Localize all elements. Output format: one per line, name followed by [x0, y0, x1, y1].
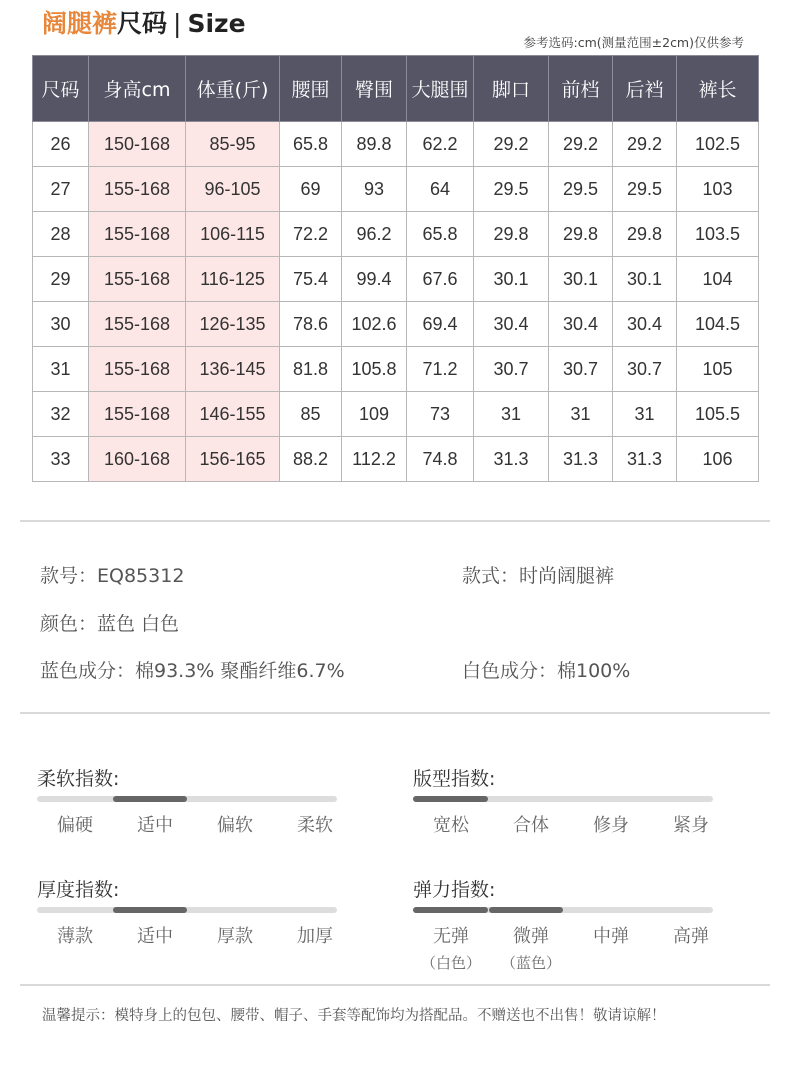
- table-cell: 155-168: [89, 347, 186, 392]
- fit-index-track: [413, 796, 713, 802]
- table-cell: 65.8: [280, 122, 342, 167]
- table-cell: 67.6: [407, 257, 474, 302]
- fit-index-label: 合体: [513, 815, 549, 836]
- softness-index-label: 柔软: [297, 815, 333, 836]
- elasticity-index-label: 微弹: [513, 926, 549, 947]
- table-cell: 103.5: [677, 212, 759, 257]
- title-main: 尺码: [117, 9, 168, 38]
- table-cell: 30.1: [613, 257, 677, 302]
- table-cell: 104.5: [677, 302, 759, 347]
- table-cell: 32: [33, 392, 89, 437]
- table-cell: 102.6: [342, 302, 407, 347]
- fit-index-level-indicator: [413, 796, 488, 802]
- table-cell: 71.2: [407, 347, 474, 392]
- thickness-index-track: [37, 907, 337, 913]
- elasticity-index-label: 中弹: [593, 926, 629, 947]
- style-type: 款式：时尚阔腿裤: [462, 565, 615, 587]
- elasticity-index-title: 弹力指数:: [413, 879, 496, 901]
- section-divider: [20, 984, 770, 986]
- table-header-row: [33, 56, 759, 122]
- table-row: [33, 302, 759, 347]
- elasticity-index-sublabel: （蓝色）: [500, 954, 561, 972]
- table-cell: 155-168: [89, 167, 186, 212]
- table-cell: 96-105: [186, 167, 280, 212]
- table-cell: 29.2: [474, 122, 549, 167]
- section-divider: [20, 520, 770, 522]
- thickness-index-level-indicator: [113, 907, 187, 913]
- thickness-index-label: 薄款: [57, 926, 93, 947]
- table-cell: 31.3: [549, 437, 613, 482]
- table-cell: 29.5: [474, 167, 549, 212]
- table-cell: 31: [474, 392, 549, 437]
- header-cell: 身高cm: [89, 56, 186, 122]
- table-cell: 31.3: [474, 437, 549, 482]
- table-cell: 30.7: [613, 347, 677, 392]
- table-cell: 30.7: [474, 347, 549, 392]
- table-cell: 136-145: [186, 347, 280, 392]
- table-cell: 105.8: [342, 347, 407, 392]
- thickness-index-label: 厚款: [217, 926, 253, 947]
- table-cell: 29.2: [549, 122, 613, 167]
- header-cell: 前档: [549, 56, 613, 122]
- header-cell: 后裆: [613, 56, 677, 122]
- table-cell: 155-168: [89, 392, 186, 437]
- table-cell: 89.8: [342, 122, 407, 167]
- fit-index-label: 宽松: [433, 815, 469, 836]
- table-cell: 69.4: [407, 302, 474, 347]
- thickness-index-label: 加厚: [297, 926, 333, 947]
- softness-index-track: [37, 796, 337, 802]
- table-cell: 102.5: [677, 122, 759, 167]
- table-cell: 62.2: [407, 122, 474, 167]
- table-cell: 85: [280, 392, 342, 437]
- table-cell: 31.3: [613, 437, 677, 482]
- table-cell: 30.4: [474, 302, 549, 347]
- table-cell: 31: [33, 347, 89, 392]
- table-row: [33, 392, 759, 437]
- table-cell: 156-165: [186, 437, 280, 482]
- table-cell: 73: [407, 392, 474, 437]
- table-cell: 75.4: [280, 257, 342, 302]
- table-cell: 103: [677, 167, 759, 212]
- table-cell: 81.8: [280, 347, 342, 392]
- table-cell: 28: [33, 212, 89, 257]
- elasticity-index-level-indicator: [413, 907, 488, 913]
- table-row: [33, 257, 759, 302]
- table-cell: 109: [342, 392, 407, 437]
- table-row: [33, 347, 759, 392]
- table-cell: 64: [407, 167, 474, 212]
- header-cell: 脚口: [474, 56, 549, 122]
- section-divider: [20, 712, 770, 714]
- table-cell: 31: [613, 392, 677, 437]
- table-cell: 105: [677, 347, 759, 392]
- table-cell: 105.5: [677, 392, 759, 437]
- title-separator: |: [173, 9, 182, 38]
- softness-index-title: 柔软指数:: [37, 768, 120, 790]
- thickness-index-title: 厚度指数:: [37, 879, 120, 901]
- table-cell: 155-168: [89, 257, 186, 302]
- table-cell: 155-168: [89, 212, 186, 257]
- table-cell: 31: [549, 392, 613, 437]
- fit-index-title: 版型指数:: [413, 768, 496, 790]
- table-cell: 29.8: [613, 212, 677, 257]
- header-cell: 体重(斤): [186, 56, 280, 122]
- table-row: [33, 167, 759, 212]
- elasticity-index-label: 高弹: [673, 926, 709, 947]
- softness-index-label: 偏软: [217, 815, 253, 836]
- table-cell: 85-95: [186, 122, 280, 167]
- table-cell: 27: [33, 167, 89, 212]
- table-cell: 30.1: [549, 257, 613, 302]
- table-cell: 78.6: [280, 302, 342, 347]
- title-en: Size: [187, 9, 246, 38]
- table-cell: 155-168: [89, 302, 186, 347]
- elasticity-index-level-indicator: [489, 907, 563, 913]
- table-cell: 93: [342, 167, 407, 212]
- elasticity-index-label: 无弹: [433, 926, 469, 947]
- table-cell: 126-135: [186, 302, 280, 347]
- size-table-body: [33, 122, 759, 482]
- table-cell: 72.2: [280, 212, 342, 257]
- table-cell: 26: [33, 122, 89, 167]
- table-row: [33, 437, 759, 482]
- table-cell: 29.8: [549, 212, 613, 257]
- table-cell: 30.1: [474, 257, 549, 302]
- table-cell: 106-115: [186, 212, 280, 257]
- table-cell: 106: [677, 437, 759, 482]
- header-cell: 尺码: [33, 56, 89, 122]
- table-cell: 33: [33, 437, 89, 482]
- reference-note: 参考选码:cm(测量范围±2cm)仅供参考: [523, 35, 744, 50]
- table-cell: 116-125: [186, 257, 280, 302]
- table-cell: 96.2: [342, 212, 407, 257]
- page-title: [42, 4, 246, 40]
- table-cell: 30: [33, 302, 89, 347]
- elasticity-index-track: [413, 907, 713, 913]
- table-cell: 104: [677, 257, 759, 302]
- softness-index-level-indicator: [113, 796, 187, 802]
- thickness-index-label: 适中: [137, 926, 173, 947]
- table-cell: 29.8: [474, 212, 549, 257]
- size-table: [32, 55, 759, 482]
- table-cell: 30.4: [613, 302, 677, 347]
- table-cell: 88.2: [280, 437, 342, 482]
- title-accent: 阔腿裤: [42, 9, 118, 38]
- color-options: 颜色：蓝色 白色: [40, 613, 180, 635]
- table-cell: 29.2: [613, 122, 677, 167]
- table-cell: 29.5: [613, 167, 677, 212]
- table-cell: 69: [280, 167, 342, 212]
- header-cell: 裤长: [677, 56, 759, 122]
- white-composition: 白色成分：棉100%: [462, 660, 631, 682]
- table-cell: 150-168: [89, 122, 186, 167]
- fit-index-label: 修身: [593, 815, 629, 836]
- table-cell: 65.8: [407, 212, 474, 257]
- softness-index-label: 适中: [137, 815, 173, 836]
- softness-index-label: 偏硬: [57, 815, 93, 836]
- table-cell: 160-168: [89, 437, 186, 482]
- table-cell: 112.2: [342, 437, 407, 482]
- table-row: [33, 122, 759, 167]
- header-cell: 臀围: [342, 56, 407, 122]
- table-cell: 29.5: [549, 167, 613, 212]
- footer-tip: 温馨提示：模特身上的包包、腰带、帽子、手套等配饰均为搭配品。不赠送也不出售！敬请谅解！: [42, 1008, 666, 1024]
- table-cell: 30.4: [549, 302, 613, 347]
- table-row: [33, 212, 759, 257]
- elasticity-index-sublabel: （白色）: [420, 954, 481, 972]
- style-number: 款号：EQ85312: [40, 565, 185, 587]
- table-cell: 99.4: [342, 257, 407, 302]
- table-cell: 30.7: [549, 347, 613, 392]
- table-cell: 146-155: [186, 392, 280, 437]
- header-cell: 腰围: [280, 56, 342, 122]
- table-cell: 29: [33, 257, 89, 302]
- fit-index-label: 紧身: [673, 815, 709, 836]
- table-cell: 74.8: [407, 437, 474, 482]
- blue-composition: 蓝色成分：棉93.3% 聚酯纤维6.7%: [40, 660, 345, 682]
- header-cell: 大腿围: [407, 56, 474, 122]
